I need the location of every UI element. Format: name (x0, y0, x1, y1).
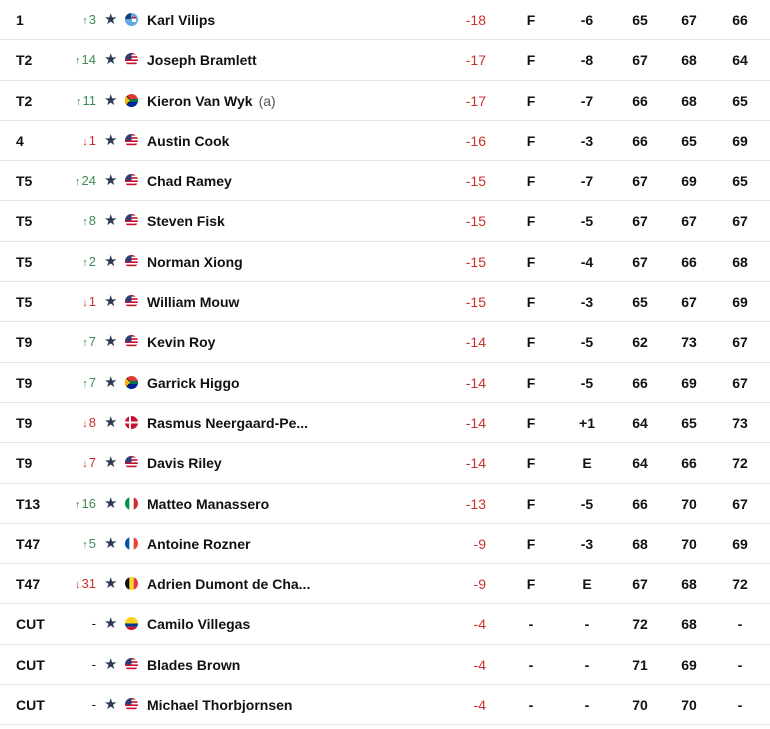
country-flag-icon (125, 416, 138, 429)
today-score: -3 (580, 535, 594, 552)
total-score: -9 (473, 576, 486, 593)
movement-value: 24 (81, 173, 96, 189)
movement-value: 2 (88, 253, 96, 269)
player-name[interactable]: Austin Cook (147, 132, 230, 149)
round-3-score: 69 (732, 294, 748, 311)
today-score: - (584, 616, 590, 633)
player-name[interactable]: Adrien Dumont de Cha... (147, 576, 311, 593)
round-3-score: 64 (732, 52, 748, 69)
movement (62, 40, 96, 81)
round-3-score: 65 (732, 173, 748, 190)
table-row[interactable] (0, 201, 770, 241)
today-score: -5 (580, 334, 594, 351)
country-flag-icon (125, 537, 138, 550)
movement (62, 282, 96, 323)
player-name[interactable]: Rasmus Neergaard-Pe... (147, 414, 309, 431)
today-score: -5 (580, 495, 594, 512)
country-flag-icon (125, 577, 138, 590)
table-row[interactable] (0, 282, 770, 322)
today-score: E (582, 576, 592, 593)
country-flag-icon (125, 13, 138, 26)
thru: F (526, 12, 536, 28)
round-1-score: 67 (632, 576, 648, 593)
round-2-score: 68 (681, 92, 697, 109)
table-row[interactable] (0, 604, 770, 644)
round-3-score: 69 (732, 132, 748, 149)
movement-arrow-icon: ↑ (75, 498, 81, 511)
position: T47 (16, 535, 41, 552)
round-2-score: 66 (681, 455, 697, 472)
position: T2 (16, 52, 33, 69)
player-name-cell[interactable] (147, 81, 276, 121)
movement-value: 11 (82, 92, 96, 108)
round-1-score: 66 (632, 132, 648, 149)
position: T5 (16, 213, 33, 230)
player-name[interactable]: Michael Thorbjornsen (147, 697, 293, 714)
favorite-star-icon[interactable]: ★ (104, 454, 118, 472)
round-1-score: 65 (632, 12, 648, 28)
position: T9 (16, 414, 33, 431)
table-row[interactable] (0, 524, 770, 564)
thru: F (526, 414, 536, 431)
round-1-score: 64 (632, 414, 648, 431)
favorite-star-icon[interactable]: ★ (104, 212, 118, 230)
favorite-star-icon[interactable]: ★ (104, 373, 118, 391)
total-score: -14 (465, 455, 486, 472)
round-2-score: 65 (681, 132, 697, 149)
total-score: -9 (473, 535, 486, 552)
round-3-score: 68 (732, 253, 748, 270)
round-2-score: 70 (681, 535, 697, 552)
table-row[interactable] (0, 363, 770, 403)
total-score: -17 (465, 52, 486, 69)
favorite-star-icon[interactable]: ★ (104, 494, 118, 512)
total-score: -17 (465, 92, 486, 109)
round-1-score: 66 (632, 495, 648, 512)
player-name-cell[interactable] (147, 564, 310, 604)
movement (62, 524, 96, 565)
total-score: -15 (465, 173, 486, 190)
country-flag-icon (125, 53, 138, 66)
thru: F (526, 294, 536, 311)
favorite-star-icon[interactable]: ★ (104, 413, 118, 431)
player-name[interactable]: Chad Ramey (147, 173, 232, 190)
movement (62, 443, 96, 484)
total-score: -4 (473, 697, 486, 714)
favorite-star-icon[interactable]: ★ (104, 172, 118, 190)
round-2-score: 70 (681, 495, 697, 512)
round-3-score: 72 (732, 455, 748, 472)
position: CUT (16, 697, 45, 714)
round-2-score: 66 (681, 253, 697, 270)
today-score: -7 (580, 173, 594, 190)
position: T47 (16, 576, 41, 593)
movement (62, 604, 96, 645)
movement-value: 7 (88, 374, 96, 390)
favorite-star-icon[interactable]: ★ (104, 333, 118, 351)
movement-arrow-icon: ↑ (82, 337, 88, 350)
round-2-score: 67 (681, 12, 697, 28)
player-name-cell[interactable] (147, 161, 232, 201)
round-2-score: 70 (681, 697, 697, 714)
thru: F (526, 576, 536, 593)
player-name[interactable]: Steven Fisk (147, 213, 225, 230)
total-score: -4 (473, 656, 486, 673)
total-score: -18 (465, 12, 486, 28)
today-score: -4 (580, 253, 594, 270)
movement-value: 31 (81, 576, 96, 592)
player-name-cell[interactable] (147, 40, 257, 80)
total-score: -14 (465, 374, 486, 391)
country-flag-icon (125, 456, 138, 469)
amateur-badge: (a) (258, 92, 276, 109)
round-2-score: 68 (681, 616, 697, 633)
round-3-score: - (737, 656, 743, 673)
today-score: -5 (580, 374, 594, 391)
round-3-score: 67 (732, 213, 748, 230)
movement (62, 81, 96, 122)
player-name[interactable]: Camilo Villegas (147, 616, 251, 633)
country-flag-icon (125, 497, 138, 510)
movement-value: 5 (88, 535, 96, 551)
player-name-cell[interactable] (147, 685, 292, 725)
round-1-score: 68 (632, 535, 648, 552)
player-name[interactable]: Matteo Manassero (147, 495, 270, 512)
today-score: -3 (580, 132, 594, 149)
round-2-score: 65 (681, 414, 697, 431)
movement-arrow-icon: ↓ (82, 417, 88, 430)
position: T13 (16, 495, 41, 512)
thru: F (526, 374, 536, 391)
movement (62, 685, 96, 726)
player-name[interactable]: William Mouw (147, 294, 240, 311)
total-score: -15 (465, 294, 486, 311)
table-row[interactable] (0, 645, 770, 685)
round-3-score: 73 (732, 414, 748, 431)
round-2-score: 73 (681, 334, 697, 351)
round-2-score: 68 (681, 576, 697, 593)
total-score: -15 (465, 213, 486, 230)
table-row[interactable] (0, 403, 770, 443)
round-2-score: 67 (681, 294, 697, 311)
round-1-score: 64 (632, 455, 648, 472)
round-1-score: 72 (632, 616, 648, 633)
total-score: -14 (465, 334, 486, 351)
position: T5 (16, 173, 33, 190)
movement-value: 1 (88, 294, 96, 310)
player-name[interactable]: Garrick Higgo (147, 374, 240, 391)
country-flag-icon (125, 214, 138, 227)
total-score: -14 (465, 414, 486, 431)
movement-arrow-icon: ↑ (82, 256, 88, 269)
thru: F (526, 495, 536, 512)
table-row[interactable] (0, 484, 770, 524)
thru: F (526, 52, 536, 69)
today-score: -7 (580, 92, 594, 109)
movement (62, 363, 96, 404)
round-2-score: 68 (681, 52, 697, 69)
position: CUT (16, 616, 45, 633)
favorite-star-icon[interactable]: ★ (104, 293, 118, 311)
movement-value: 16 (81, 495, 96, 511)
round-1-score: 67 (632, 173, 648, 190)
movement (62, 242, 96, 283)
round-1-score: 67 (632, 213, 648, 230)
round-1-score: 66 (632, 92, 648, 109)
country-flag-icon (125, 698, 138, 711)
player-name[interactable]: Kevin Roy (147, 334, 216, 351)
country-flag-icon (125, 174, 138, 187)
total-score: -16 (465, 132, 486, 149)
movement-value: 14 (81, 52, 96, 68)
round-1-score: 70 (632, 697, 648, 714)
movement-arrow-icon: ↓ (75, 579, 81, 592)
country-flag-icon (125, 255, 138, 268)
position: T9 (16, 455, 33, 472)
movement (62, 201, 96, 242)
today-score: -8 (580, 52, 594, 69)
favorite-star-icon[interactable]: ★ (104, 655, 118, 673)
thru: F (526, 253, 536, 270)
round-3-score: 65 (732, 92, 748, 109)
round-2-score: 69 (681, 173, 697, 190)
thru: F (526, 213, 536, 230)
player-name-cell[interactable] (147, 484, 269, 524)
movement (62, 121, 96, 162)
player-name[interactable]: Davis Riley (147, 455, 222, 472)
today-score: E (582, 455, 592, 472)
player-name-cell[interactable] (147, 322, 215, 362)
position: T5 (16, 294, 33, 311)
thru: - (528, 697, 534, 714)
favorite-star-icon[interactable]: ★ (104, 11, 118, 28)
today-score: - (584, 656, 590, 673)
thru: F (526, 173, 536, 190)
movement-arrow-icon: ↑ (76, 95, 82, 108)
table-row[interactable] (0, 322, 770, 362)
round-3-score: 67 (732, 495, 748, 512)
movement (62, 161, 96, 202)
player-name[interactable]: Joseph Bramlett (147, 52, 257, 69)
today-score: -3 (580, 294, 594, 311)
round-2-score: 69 (681, 656, 697, 673)
table-row[interactable] (0, 161, 770, 201)
movement-arrow-icon: ↓ (82, 458, 88, 471)
round-1-score: 67 (632, 52, 648, 69)
round-3-score: 69 (732, 535, 748, 552)
movement-value: - (91, 656, 96, 672)
favorite-star-icon[interactable]: ★ (104, 91, 118, 109)
movement-arrow-icon: ↑ (82, 377, 88, 390)
table-row[interactable] (0, 564, 770, 604)
table-row[interactable] (0, 443, 770, 483)
movement (62, 564, 96, 605)
round-2-score: 69 (681, 374, 697, 391)
player-name[interactable]: Antoine Rozner (147, 535, 251, 552)
today-score: +1 (579, 414, 595, 431)
movement-value: - (91, 697, 96, 713)
thru: F (526, 334, 536, 351)
country-flag-icon (125, 617, 138, 630)
movement (62, 322, 96, 363)
player-name-cell[interactable] (147, 443, 222, 483)
table-row[interactable] (0, 121, 770, 161)
player-name[interactable]: Karl Vilips (147, 12, 216, 28)
thru: F (526, 92, 536, 109)
player-name-cell[interactable] (147, 645, 240, 685)
round-3-score: - (737, 616, 743, 633)
movement-value: 8 (88, 414, 96, 430)
player-name-cell[interactable] (147, 363, 240, 403)
favorite-star-icon[interactable]: ★ (104, 696, 118, 714)
movement-arrow-icon: ↑ (75, 176, 81, 189)
table-row[interactable] (0, 81, 770, 121)
thru: - (528, 656, 534, 673)
favorite-star-icon[interactable]: ★ (104, 252, 118, 270)
movement-value: 7 (88, 455, 96, 471)
movement-arrow-icon: ↑ (75, 55, 81, 68)
favorite-star-icon[interactable]: ★ (104, 534, 118, 552)
table-row[interactable] (0, 0, 770, 40)
movement-arrow-icon: ↑ (82, 538, 88, 551)
player-name-cell[interactable] (147, 524, 250, 564)
thru: F (526, 535, 536, 552)
movement (62, 484, 96, 525)
movement (62, 0, 96, 41)
player-name-cell[interactable] (147, 242, 243, 282)
position: T5 (16, 253, 33, 270)
position: 4 (16, 132, 24, 149)
player-name-cell[interactable] (147, 201, 225, 241)
round-3-score: 66 (732, 12, 748, 28)
round-1-score: 67 (632, 253, 648, 270)
movement-arrow-icon: ↑ (82, 216, 88, 229)
player-name[interactable]: Kieron Van Wyk (147, 92, 253, 109)
round-3-score: 72 (732, 576, 748, 593)
player-name-cell[interactable] (147, 604, 250, 644)
total-score: -13 (465, 495, 486, 512)
favorite-star-icon[interactable]: ★ (104, 131, 118, 149)
country-flag-icon (125, 376, 138, 389)
table-row[interactable] (0, 242, 770, 282)
player-name-cell[interactable] (147, 121, 229, 161)
favorite-star-icon[interactable]: ★ (104, 51, 118, 69)
thru: F (526, 132, 536, 149)
country-flag-icon (125, 134, 138, 147)
total-score: -15 (465, 253, 486, 270)
position: T9 (16, 374, 33, 391)
movement-value: 8 (88, 213, 96, 229)
country-flag-icon (125, 295, 138, 308)
country-flag-icon (125, 658, 138, 671)
position: T9 (16, 334, 33, 351)
today-score: -6 (580, 12, 594, 28)
round-1-score: 66 (632, 374, 648, 391)
total-score: -4 (473, 616, 486, 633)
favorite-star-icon[interactable]: ★ (104, 615, 118, 633)
round-1-score: 65 (632, 294, 648, 311)
round-2-score: 67 (681, 213, 697, 230)
favorite-star-icon[interactable]: ★ (104, 575, 118, 593)
movement-value: 3 (88, 12, 96, 27)
position: T2 (16, 92, 33, 109)
today-score: -5 (580, 213, 594, 230)
today-score: - (584, 697, 590, 714)
table-row[interactable] (0, 685, 770, 725)
movement-arrow-icon: ↓ (82, 297, 88, 310)
movement-arrow-icon: ↓ (82, 135, 88, 148)
position: 1 (16, 12, 24, 28)
round-3-score: 67 (732, 334, 748, 351)
table-row[interactable] (0, 40, 770, 80)
player-name-cell[interactable] (147, 0, 215, 40)
country-flag-icon (125, 335, 138, 348)
movement-arrow-icon: ↑ (82, 15, 88, 27)
player-name-cell[interactable] (147, 282, 239, 322)
player-name[interactable]: Norman Xiong (147, 253, 243, 270)
thru: - (528, 616, 534, 633)
movement-value: 7 (88, 334, 96, 350)
position: CUT (16, 656, 45, 673)
round-1-score: 62 (632, 334, 648, 351)
country-flag-icon (125, 94, 138, 107)
movement-value: 1 (88, 132, 96, 148)
thru: F (526, 455, 536, 472)
movement (62, 645, 96, 686)
round-1-score: 71 (632, 656, 648, 673)
player-name[interactable]: Blades Brown (147, 656, 241, 673)
movement (62, 403, 96, 444)
round-3-score: - (737, 697, 743, 714)
player-name-cell[interactable] (147, 403, 308, 443)
round-3-score: 67 (732, 374, 748, 391)
movement-value: - (91, 616, 96, 632)
